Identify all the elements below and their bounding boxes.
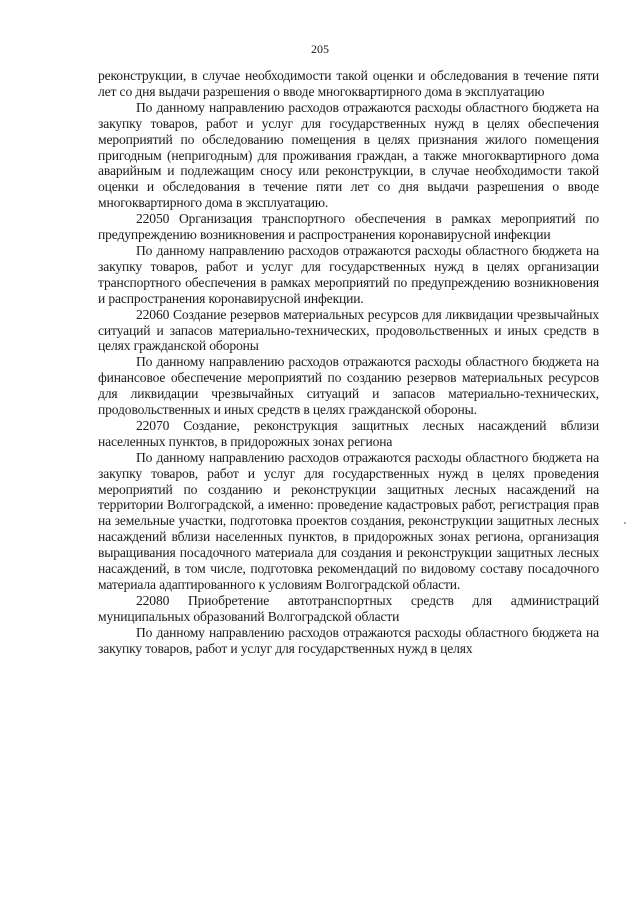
paragraph: По данному направлению расходов отражаются расходы областного бюджета на закупку товаров, работ и услуг для государственных нужд в целях организации транспортного обеспечения в рамках мероприятий по предупреждению возникновения и распространения коронавирусной инфекции. (98, 242, 599, 306)
paragraph-continuation: реконструкции, в случае необходимости такой оценки и обследования в течение пяти лет со дня выдачи разрешения о вводе многоквартирного дома в эксплуатацию (98, 68, 599, 99)
paragraph: По данному направлению расходов отражаются расходы областного бюджета на закупку товаров, работ и услуг для государственных нужд в целях проведения мероприятий по созданию и реконструкции защитных лесных насаждений на территории Волгоградской, а именно: проведение кадастровых работ, регистрация прав на земельные участки, подготовка проектов создания, реконструкции защитных лесных насаждений вблизи населенных пунктов, в придорожных зонах региона, организация выращивания посадочного материала для создания и реконструкции защитных лесных насаждений, в том числе, подготовка рекомендаций по видовому составу посадочного материала адаптированного к условиям Волгоградской области. (98, 449, 599, 592)
section-heading-22080: 22080 Приобретение автотранспортных средств для администраций муниципальных образований Волгоградской области (98, 592, 599, 624)
scan-speck (624, 522, 626, 524)
page-number: 205 (311, 42, 329, 56)
paragraph: По данному направлению расходов отражаются расходы областного бюджета на закупку товаров, работ и услуг для государственных нужд в целях обеспечения мероприятий по обследованию помещения в целях признания жилого помещения пригодным (непригодным) для проживания граждан, а также многоквартирного дома аварийным и подлежащим сносу или реконструкции, в случае необходимости такой оценки и обследования в течение пяти лет со дня выдачи разрешения о вводе многоквартирного дома в эксплуатацию. (98, 99, 599, 211)
section-heading-22070: 22070 Создание, реконструкция защитных лесных насаждений вблизи населенных пунктов, в придорожных зонах региона (98, 417, 599, 449)
body-text (98, 68, 599, 657)
section-heading-22050: 22050 Организация транспортного обеспечения в рамках мероприятий по предупреждению возникновения и распространения коронавирусной инфекции (98, 211, 599, 243)
section-heading-22060: 22060 Создание резервов материальных ресурсов для ликвидации чрезвычайных ситуаций и запасов материально-технических, продовольственных и иных средств в целях гражданской обороны (98, 306, 599, 354)
paragraph: По данному направлению расходов отражаются расходы областного бюджета на закупку товаров, работ и услуг для государственных нужд в целях (98, 624, 599, 656)
paragraph: По данному направлению расходов отражаются расходы областного бюджета на финансовое обеспечение мероприятий по созданию резервов материальных ресурсов для ликвидации чрезвычайных ситуаций и запасов материально-технических, продовольственных и иных средств в целях гражданской обороны. (98, 354, 599, 418)
